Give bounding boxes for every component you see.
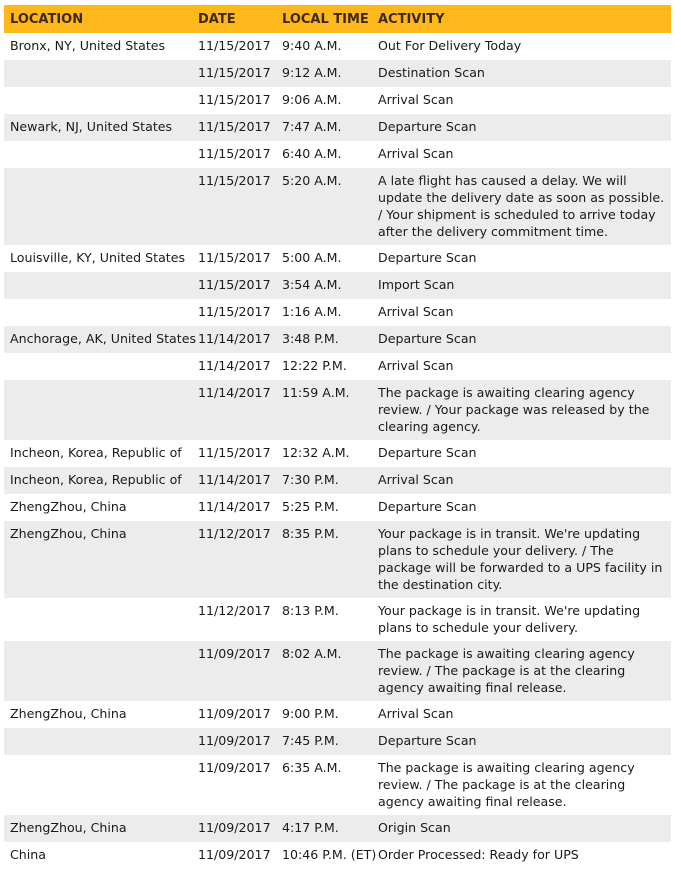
activity-cell: A late flight has caused a delay. We will update the delivery date as soon as possible. / Your shipment is scheduled to arrive today after the delivery commitment time. [372,168,671,245]
time-cell: 3:48 P.M. [276,326,372,353]
time-cell: 4:17 P.M. [276,815,372,842]
time-cell: 8:02 A.M. [276,641,372,701]
table-row [4,245,671,272]
date-cell: 11/09/2017 [192,641,276,701]
location-cell [4,60,192,87]
location-cell [4,598,192,641]
location-cell: Anchorage, AK, United States [4,326,192,353]
table-row [4,272,671,299]
location-cell [4,728,192,755]
time-cell: 7:45 P.M. [276,728,372,755]
table-body [4,33,671,869]
activity-cell: Destination Scan [372,60,671,87]
location-cell [4,353,192,380]
date-cell: 11/12/2017 [198,603,271,618]
time-cell: 5:00 A.M. [282,250,342,265]
location-cell: China [10,847,46,862]
table-row [4,755,671,815]
time-cell: 9:06 A.M. [282,92,342,107]
time-cell: 7:30 P.M. [276,467,372,494]
table-row [4,353,671,380]
column-header-activity: ACTIVITY [372,5,671,33]
shipment-progress-table [4,5,671,869]
activity-cell: Departure Scan [378,445,477,460]
activity-cell: Departure Scan [372,728,671,755]
time-cell: 8:35 P.M. [276,521,372,598]
location-cell: Newark, NJ, United States [4,114,192,141]
column-header-date: DATE [192,5,276,33]
location-cell [4,272,192,299]
date-cell: 11/09/2017 [192,728,276,755]
activity-cell: Order Processed: Ready for UPS [378,847,579,862]
activity-cell: The package is awaiting clearing agency review. / The package is at the clearing agency awaiting final release. [378,760,635,809]
table-row [4,815,671,842]
location-cell [4,755,192,815]
header-row [4,5,671,33]
location-cell [4,299,192,326]
activity-cell: Departure Scan [372,114,671,141]
activity-cell: Departure Scan [378,250,477,265]
location-cell: Incheon, Korea, Republic of [10,445,182,460]
activity-cell: Departure Scan [372,326,671,353]
time-cell: 5:20 A.M. [276,168,372,245]
location-cell: Bronx, NY, United States [10,38,166,53]
activity-cell: The package is awaiting clearing agency review. / The package is at the clearing agency awaiting final release. [372,641,671,701]
date-cell: 11/15/2017 [198,92,271,107]
date-cell: 11/14/2017 [198,358,271,373]
table-row [4,701,671,728]
table-header [4,5,671,33]
activity-cell: Arrival Scan [378,304,454,319]
activity-cell: Origin Scan [372,815,671,842]
activity-cell: Arrival Scan [378,706,454,721]
time-cell: 10:46 P.M. (ET) [282,847,377,862]
location-cell: Louisville, KY, United States [10,250,186,265]
location-cell [4,380,192,440]
table-row [4,598,671,641]
time-cell: 7:47 A.M. [276,114,372,141]
date-cell: 11/15/2017 [198,250,271,265]
table-row [4,521,671,598]
date-cell: 11/15/2017 [198,304,271,319]
table-row [4,494,671,521]
time-cell: 6:40 A.M. [282,146,342,161]
time-cell: 9:12 A.M. [276,60,372,87]
location-cell [4,141,192,168]
date-cell: 11/14/2017 [192,467,276,494]
activity-cell: Arrival Scan [378,358,454,373]
table-row [4,641,671,701]
column-header-location: LOCATION [4,5,192,33]
table-row [4,87,671,114]
date-cell: 11/15/2017 [192,60,276,87]
date-cell: 11/14/2017 [198,499,271,514]
table-row [4,141,671,168]
date-cell: 11/09/2017 [198,760,271,775]
date-cell: 11/09/2017 [198,706,271,721]
activity-cell: Arrival Scan [378,146,454,161]
activity-cell: Departure Scan [378,499,477,514]
table-row [4,326,671,353]
location-cell: ZhengZhou, China [4,521,192,598]
location-cell: ZhengZhou, China [4,815,192,842]
location-cell: ZhengZhou, China [10,499,127,514]
date-cell: 11/09/2017 [192,815,276,842]
activity-cell: Out For Delivery Today [378,38,522,53]
table-row [4,440,671,467]
date-cell: 11/15/2017 [192,272,276,299]
time-cell: 9:00 P.M. [282,706,339,721]
table-row [4,467,671,494]
date-cell: 11/14/2017 [192,380,276,440]
time-cell: 1:16 A.M. [282,304,342,319]
table-row [4,168,671,245]
table-row [4,60,671,87]
activity-cell: Arrival Scan [372,467,671,494]
date-cell: 11/15/2017 [198,38,271,53]
time-cell: 8:13 P.M. [282,603,339,618]
date-cell: 11/15/2017 [192,114,276,141]
table-row [4,728,671,755]
location-cell: Incheon, Korea, Republic of [4,467,192,494]
date-cell: 11/12/2017 [192,521,276,598]
table-row [4,380,671,440]
date-cell: 11/14/2017 [192,326,276,353]
location-cell [4,641,192,701]
table-row [4,299,671,326]
activity-cell: Import Scan [372,272,671,299]
activity-cell: The package is awaiting clearing agency review. / Your package was released by the clearing agency. [372,380,671,440]
time-cell: 12:22 P.M. [282,358,347,373]
activity-cell: Arrival Scan [378,92,454,107]
table-row [4,842,671,869]
table-row [4,33,671,60]
activity-cell: Your package is in transit. We're updating plans to schedule your delivery. / The package will be forwarded to a UPS facility in the destination city. [372,521,671,598]
location-cell [4,168,192,245]
date-cell: 11/09/2017 [198,847,271,862]
location-cell: ZhengZhou, China [10,706,127,721]
time-cell: 11:59 A.M. [276,380,372,440]
time-cell: 9:40 A.M. [282,38,342,53]
time-cell: 6:35 A.M. [282,760,342,775]
table-row [4,114,671,141]
column-header-local-time: LOCAL TIME [276,5,372,33]
time-cell: 3:54 A.M. [276,272,372,299]
date-cell: 11/15/2017 [192,168,276,245]
date-cell: 11/15/2017 [198,146,271,161]
time-cell: 5:25 P.M. [282,499,339,514]
location-cell [4,87,192,114]
date-cell: 11/15/2017 [198,445,271,460]
time-cell: 12:32 A.M. [282,445,350,460]
activity-cell: Your package is in transit. We're updating plans to schedule your delivery. [378,603,641,635]
